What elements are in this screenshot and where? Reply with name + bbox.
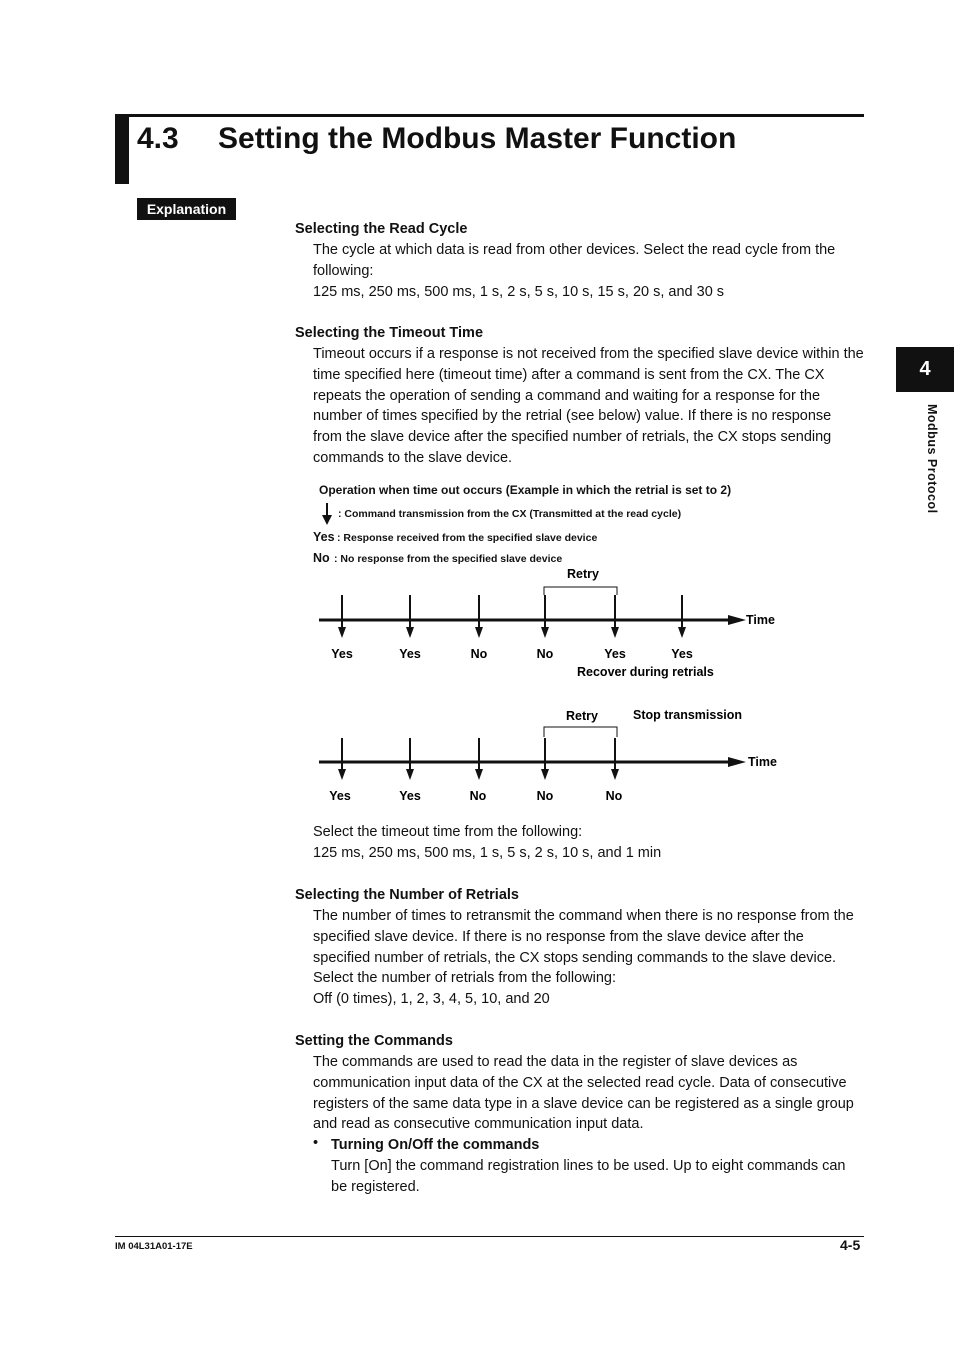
text-line: Select the number of retrials from the following: xyxy=(313,970,617,987)
section-marker-bar xyxy=(115,114,129,184)
response-label: No xyxy=(469,789,487,803)
retry-bracket xyxy=(544,727,617,737)
footer-doc-id: IM 04L31A01-17E xyxy=(115,1241,193,1252)
legend-yes-key: Yes xyxy=(313,530,335,544)
timeline-recover xyxy=(300,565,800,685)
command-arrow xyxy=(678,595,686,638)
command-arrow xyxy=(611,595,619,638)
header-rule xyxy=(115,114,864,117)
read-cycle-heading: Selecting the Read Cycle xyxy=(295,221,468,237)
text-line: 125 ms, 250 ms, 500 ms, 1 s, 5 s, 2 s, 10 s, and 1 min xyxy=(313,844,662,861)
timeout-text xyxy=(313,344,865,469)
bullet-text xyxy=(331,1156,865,1198)
text-line: registers of the same data type in a slave device can be registered as a single group xyxy=(313,1095,854,1112)
text-line: repeats the operation of sending a command and waiting for a response for the xyxy=(313,387,821,404)
command-arrow xyxy=(475,595,483,638)
footer-rule xyxy=(115,1236,864,1237)
section-number: 4.3 xyxy=(137,122,179,155)
text-line: specified number of retrials, the CX stops sending commands to the slave device. xyxy=(313,949,837,966)
time-axis-arrowhead xyxy=(728,615,746,625)
response-label: No xyxy=(536,647,554,661)
time-label: Time xyxy=(746,613,775,627)
timeout-heading: Selecting the Timeout Time xyxy=(295,325,484,341)
legend-no-text: : No response from the specified slave device xyxy=(334,553,563,565)
legend-yes-text: : Response received from the specified slave device xyxy=(337,532,598,544)
retrials-heading: Selecting the Number of Retrials xyxy=(295,887,519,903)
text-line: number of times specified by the retrial (see below) value. If there is no response xyxy=(313,408,832,425)
text-line: commands to the slave device. xyxy=(313,449,513,466)
timeline-stop xyxy=(300,705,800,810)
explanation-badge: Explanation xyxy=(137,198,236,220)
text-line: Timeout occurs if a response is not received from the specified slave device within the xyxy=(313,346,864,362)
text-line: time specified here (timeout time) after a command is sent from the CX. The CX xyxy=(313,366,825,383)
command-arrow xyxy=(338,595,346,638)
timeline-note: Recover during retrials xyxy=(577,665,714,679)
text-line: be registered. xyxy=(331,1178,420,1195)
response-label: No xyxy=(536,789,554,803)
response-label: Yes xyxy=(329,789,351,803)
command-arrow xyxy=(541,738,549,780)
text-line: from the slave device after the specified number of retrials, the CX stops sending xyxy=(313,429,832,446)
response-label: No xyxy=(470,647,488,661)
legend-arrow-text: : Command transmission from the CX (Transmitted at the read cycle) xyxy=(338,508,682,520)
figure-caption: Operation when time out occurs (Example in which the retrial is set to 2) xyxy=(319,483,732,497)
command-arrow xyxy=(406,738,414,780)
bullet-icon: • xyxy=(313,1135,319,1151)
text-line: 125 ms, 250 ms, 500 ms, 1 s, 2 s, 5 s, 10 s, 15 s, 20 s, and 30 s xyxy=(313,283,725,300)
response-label: Yes xyxy=(331,647,353,661)
text-line: The commands are used to read the data in the register of slave devices as xyxy=(313,1054,798,1070)
command-arrow xyxy=(475,738,483,780)
timeout-options xyxy=(313,822,865,864)
command-arrows xyxy=(338,738,619,780)
page-title xyxy=(137,122,736,156)
text-line: following: xyxy=(313,262,374,279)
timeline-note: Stop transmission xyxy=(633,708,743,722)
command-arrow xyxy=(338,738,346,780)
retry-label: Retry xyxy=(566,709,598,723)
page-number: 4-5 xyxy=(840,1237,861,1253)
text-line: The number of times to retransmit the command when there is no response from the xyxy=(313,908,854,924)
chapter-tab[interactable]: 4 xyxy=(896,347,954,392)
time-label: Time xyxy=(748,755,777,769)
text-line: Turn [On] the command registration lines to be used. Up to eight commands can xyxy=(331,1158,846,1174)
chapter-tab-label: Modbus Protocol xyxy=(925,404,939,514)
text-line: Select the timeout time from the following: xyxy=(313,824,583,840)
text-line: and read as consecutive communication input data. xyxy=(313,1116,644,1133)
command-arrow xyxy=(406,595,414,638)
response-label: Yes xyxy=(399,647,421,661)
command-arrows xyxy=(338,595,686,638)
retry-label: Retry xyxy=(567,567,599,581)
response-label: Yes xyxy=(604,647,626,661)
retry-bracket xyxy=(544,587,617,595)
commands-text xyxy=(313,1052,865,1135)
response-label: Yes xyxy=(399,789,421,803)
commands-heading: Setting the Commands xyxy=(295,1033,453,1049)
response-label: No xyxy=(605,789,623,803)
arrow-down-icon xyxy=(321,503,333,525)
time-axis-arrowhead xyxy=(728,757,746,767)
bullet-heading: Turning On/Off the commands xyxy=(331,1137,540,1153)
text-line: Off (0 times), 1, 2, 3, 4, 5, 10, and 20 xyxy=(313,991,550,1008)
read-cycle-text xyxy=(313,240,865,302)
section-title: Setting the Modbus Master Function xyxy=(218,122,737,155)
response-label: Yes xyxy=(671,647,693,661)
command-arrow xyxy=(611,738,619,780)
command-arrow xyxy=(541,595,549,638)
text-line: The cycle at which data is read from other devices. Select the read cycle from the xyxy=(313,242,836,258)
text-line: specified slave device. If there is no response from the slave device after the xyxy=(313,928,804,945)
text-line: communication input data of the CX at the selected read cycle. Data of consecutive xyxy=(313,1074,847,1091)
retrials-text xyxy=(313,906,865,1010)
legend-no-key: No xyxy=(313,551,330,565)
